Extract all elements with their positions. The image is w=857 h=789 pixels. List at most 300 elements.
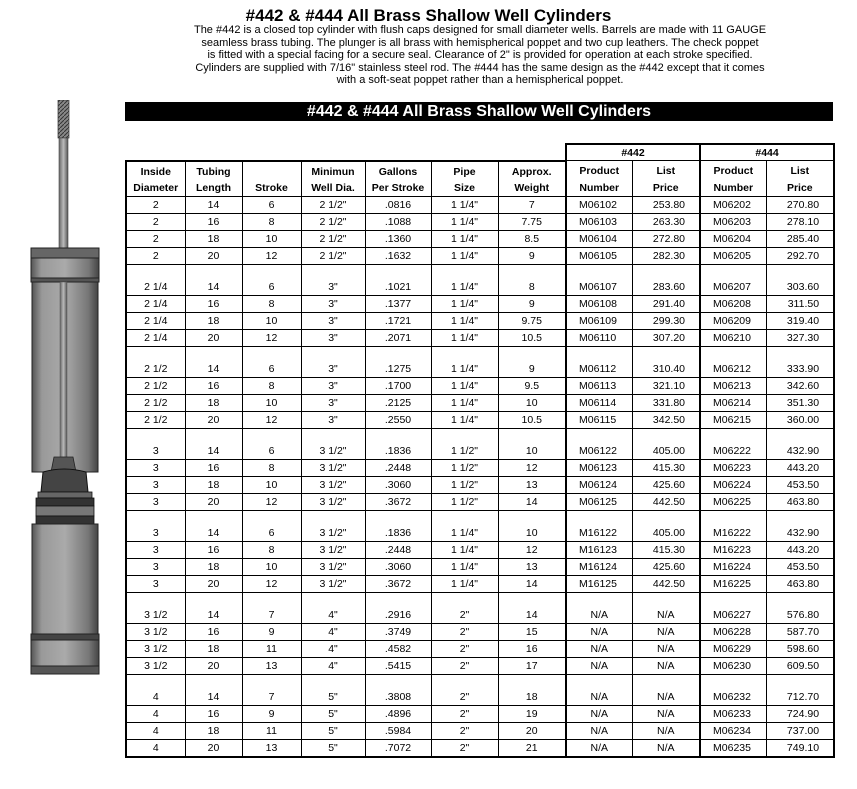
table-cell: 453.50 [766, 558, 834, 575]
table-cell: 351.30 [766, 394, 834, 411]
table-cell: 9.5 [498, 377, 566, 394]
table-cell: 14 [185, 196, 242, 213]
table-cell: 8 [242, 295, 301, 312]
table-row [126, 312, 834, 329]
table-cell: 18 [185, 722, 242, 739]
column-header: Price [632, 180, 700, 197]
table-cell: 8 [498, 279, 566, 296]
table-cell: 307.20 [632, 329, 700, 346]
description-line: is fitted with a special facing for a secure seal. Clearance of 2" is provided for operation at each stroke specified. [207, 49, 753, 62]
table-row [126, 640, 834, 657]
table-cell: 3 [126, 493, 185, 510]
table-cell: 1 1/4" [431, 329, 498, 346]
table-cell: 14 [185, 361, 242, 378]
table-cell: N/A [632, 739, 700, 757]
table-cell: 18 [185, 558, 242, 575]
table-cell: 2 1/4 [126, 279, 185, 296]
table-cell: 4" [301, 640, 365, 657]
table-cell: 6 [242, 443, 301, 460]
table-cell: 283.60 [632, 279, 700, 296]
table-cell: 10 [498, 443, 566, 460]
table-cell: 2 1/2 [126, 361, 185, 378]
table-cell: M06233 [700, 705, 766, 722]
table-cell: 12 [242, 493, 301, 510]
table-cell: M06113 [566, 377, 632, 394]
cylinder-illustration [28, 100, 108, 685]
table-cell: 2 1/2" [301, 196, 365, 213]
table-cell: .0816 [365, 196, 431, 213]
table-row [126, 394, 834, 411]
table-cell: 598.60 [766, 640, 834, 657]
table-row [126, 459, 834, 476]
table-cell: 1 1/4" [431, 312, 498, 329]
table-cell: .2071 [365, 329, 431, 346]
table-cell: 3 1/2" [301, 443, 365, 460]
table-cell: 4" [301, 657, 365, 674]
group-spacer [126, 510, 834, 525]
table-cell: 10 [242, 312, 301, 329]
column-header: Weight [498, 180, 566, 197]
table-cell: 9 [242, 705, 301, 722]
table-cell: 19 [498, 705, 566, 722]
column-header: Size [431, 180, 498, 197]
table-cell: 415.30 [632, 459, 700, 476]
table-cell: 1 1/2" [431, 493, 498, 510]
table-cell: 3" [301, 411, 365, 428]
table-cell: 2 [126, 247, 185, 264]
table-cell: N/A [632, 640, 700, 657]
table-cell: M16122 [566, 525, 632, 542]
table-cell: N/A [566, 640, 632, 657]
table-cell: 331.80 [632, 394, 700, 411]
table-cell: .3060 [365, 476, 431, 493]
table-cell: .2550 [365, 411, 431, 428]
table-cell: 303.60 [766, 279, 834, 296]
table-cell: 3 [126, 575, 185, 592]
table-cell: .4896 [365, 705, 431, 722]
table-cell: 1 1/4" [431, 525, 498, 542]
table-cell: 8 [242, 541, 301, 558]
table-cell: 1 1/4" [431, 361, 498, 378]
table-cell: 2" [431, 640, 498, 657]
table-row [126, 213, 834, 230]
column-header: Product [700, 161, 766, 180]
table-cell: 1 1/2" [431, 476, 498, 493]
table-cell: 1 1/4" [431, 411, 498, 428]
table-cell: M06112 [566, 361, 632, 378]
table-cell: N/A [566, 722, 632, 739]
table-cell: 3" [301, 377, 365, 394]
table-cell: 4 [126, 705, 185, 722]
table-cell: M06124 [566, 476, 632, 493]
table-cell: 16 [185, 623, 242, 640]
table-cell: 12 [498, 459, 566, 476]
table-cell: 9 [498, 295, 566, 312]
table-cell: M06104 [566, 230, 632, 247]
table-cell: 1 1/4" [431, 279, 498, 296]
table-cell: .3672 [365, 493, 431, 510]
table-cell: M06212 [700, 361, 766, 378]
table-cell: 18 [498, 689, 566, 706]
table-cell: 8 [242, 213, 301, 230]
table-cell: 7 [242, 607, 301, 624]
table-cell: 1 1/2" [431, 443, 498, 460]
table-cell: 10 [498, 525, 566, 542]
table-cell: 20 [185, 329, 242, 346]
cylinder-spec-table [125, 143, 835, 758]
table-cell: .3808 [365, 689, 431, 706]
description-line: Cylinders are supplied with 7/16" stainless steel rod. The #444 has the same design as the #442 except that it comes [195, 61, 765, 74]
table-cell: 3" [301, 361, 365, 378]
table-cell: 4" [301, 607, 365, 624]
table-cell: 8.5 [498, 230, 566, 247]
table-cell: 285.40 [766, 230, 834, 247]
table-cell: 278.10 [766, 213, 834, 230]
table-cell: N/A [566, 623, 632, 640]
table-cell: 16 [185, 459, 242, 476]
table-row [126, 377, 834, 394]
table-cell: 453.50 [766, 476, 834, 493]
table-cell: M06102 [566, 196, 632, 213]
table-row [126, 623, 834, 640]
table-cell: M06103 [566, 213, 632, 230]
table-cell: 10 [242, 394, 301, 411]
table-cell: M06214 [700, 394, 766, 411]
table-cell: M06115 [566, 411, 632, 428]
table-cell: 18 [185, 230, 242, 247]
table-cell: .1721 [365, 312, 431, 329]
column-header: List [632, 161, 700, 180]
table-cell: 724.90 [766, 705, 834, 722]
table-cell: 3" [301, 279, 365, 296]
table-cell: 16 [185, 213, 242, 230]
table-cell: M06202 [700, 196, 766, 213]
table-cell: M16222 [700, 525, 766, 542]
table-cell: 737.00 [766, 722, 834, 739]
table-cell: 20 [185, 657, 242, 674]
table-cell: M16125 [566, 575, 632, 592]
table-cell: .4582 [365, 640, 431, 657]
table-cell: 9 [498, 361, 566, 378]
table-cell: 16 [185, 705, 242, 722]
column-header: Pipe [431, 161, 498, 180]
table-cell: 3 1/2" [301, 476, 365, 493]
group-444-header: #444 [700, 144, 834, 161]
table-cell: N/A [632, 705, 700, 722]
column-header: Approx. [498, 161, 566, 180]
table-cell: 14 [185, 443, 242, 460]
table-cell: 10.5 [498, 411, 566, 428]
table-cell: 2 1/2 [126, 377, 185, 394]
table-cell: 2 [126, 230, 185, 247]
column-header: Length [185, 180, 242, 197]
description [185, 24, 775, 87]
table-cell: 2 1/2" [301, 230, 365, 247]
table-cell: M06235 [700, 739, 766, 757]
table-cell: 20 [185, 575, 242, 592]
column-header: Gallons [365, 161, 431, 180]
table-cell: M06109 [566, 312, 632, 329]
column-header: Diameter [126, 180, 185, 197]
table-cell: .1377 [365, 295, 431, 312]
table-cell: 18 [185, 394, 242, 411]
table-cell: 13 [242, 657, 301, 674]
table-cell: 9 [242, 623, 301, 640]
table-row [126, 722, 834, 739]
table-row [126, 247, 834, 264]
table-cell: M06225 [700, 493, 766, 510]
table-row [126, 575, 834, 592]
column-header: Tubing [185, 161, 242, 180]
table-cell: M06105 [566, 247, 632, 264]
group-spacer [126, 428, 834, 443]
table-cell: M06122 [566, 443, 632, 460]
table-cell: 10 [242, 476, 301, 493]
table-cell: 10 [242, 230, 301, 247]
table-cell: M06114 [566, 394, 632, 411]
table-cell: 1 1/4" [431, 558, 498, 575]
table-cell: 3" [301, 329, 365, 346]
table-cell: 21 [498, 739, 566, 757]
table-cell: 5" [301, 705, 365, 722]
table-cell: 311.50 [766, 295, 834, 312]
table-row [126, 443, 834, 460]
table-cell: 432.90 [766, 525, 834, 542]
table-cell: N/A [632, 689, 700, 706]
table-cell: 13 [242, 739, 301, 757]
table-cell: 14 [185, 689, 242, 706]
table-row [126, 739, 834, 757]
table-cell: 4" [301, 623, 365, 640]
table-cell: M06205 [700, 247, 766, 264]
table-cell: 3 1/2" [301, 459, 365, 476]
table-cell: 1 1/4" [431, 394, 498, 411]
table-cell: N/A [566, 689, 632, 706]
table-cell: 8 [242, 459, 301, 476]
table-cell: 16 [185, 541, 242, 558]
table-cell: 16 [185, 377, 242, 394]
table-cell: 20 [185, 247, 242, 264]
table-cell: N/A [566, 607, 632, 624]
page-title: #442 & #444 All Brass Shallow Well Cylinders [245, 6, 612, 25]
table-cell: 3 1/2" [301, 493, 365, 510]
table-cell: 712.70 [766, 689, 834, 706]
table-cell: M16123 [566, 541, 632, 558]
table-cell: 2 [126, 196, 185, 213]
table-cell: 272.80 [632, 230, 700, 247]
table-cell: M06209 [700, 312, 766, 329]
table-row [126, 525, 834, 542]
table-row [126, 279, 834, 296]
table-cell: 4 [126, 722, 185, 739]
table-cell: 2" [431, 657, 498, 674]
table-cell: 1 1/4" [431, 295, 498, 312]
table-cell: 2" [431, 722, 498, 739]
table-cell: 12 [242, 329, 301, 346]
table-cell: N/A [632, 722, 700, 739]
description-line: with a soft-seat poppet rather than a hemispherical poppet. [336, 74, 624, 87]
table-cell: M06213 [700, 377, 766, 394]
table-row [126, 230, 834, 247]
table-cell: .2448 [365, 541, 431, 558]
table-cell: 321.10 [632, 377, 700, 394]
table-cell: 20 [185, 493, 242, 510]
table-cell: 6 [242, 196, 301, 213]
table-cell: 2" [431, 739, 498, 757]
table-cell: 6 [242, 361, 301, 378]
table-cell: 291.40 [632, 295, 700, 312]
table-cell: M06234 [700, 722, 766, 739]
table-cell: .1360 [365, 230, 431, 247]
table-cell: 3 [126, 476, 185, 493]
table-cell: .1088 [365, 213, 431, 230]
table-banner: #442 & #444 All Brass Shallow Well Cylinders [125, 102, 833, 121]
table-cell: 282.30 [632, 247, 700, 264]
table-cell: .1700 [365, 377, 431, 394]
table-cell: 20 [185, 739, 242, 757]
table-cell: 14 [185, 525, 242, 542]
table-cell: .1836 [365, 443, 431, 460]
table-cell: 432.90 [766, 443, 834, 460]
table-cell: .5415 [365, 657, 431, 674]
table-cell: M06203 [700, 213, 766, 230]
table-row [126, 541, 834, 558]
table-cell: .3749 [365, 623, 431, 640]
table-cell: N/A [566, 657, 632, 674]
table-cell: M06208 [700, 295, 766, 312]
description-line: seamless brass tubing. The plunger is all brass with hemispherical poppet and two cup leathers. The check poppet [201, 36, 759, 49]
table-cell: 2 1/4 [126, 329, 185, 346]
table-cell: 20 [185, 411, 242, 428]
column-header: Stroke [242, 180, 301, 197]
table-cell: M16225 [700, 575, 766, 592]
table-cell: 1 1/4" [431, 247, 498, 264]
table-cell: 463.80 [766, 493, 834, 510]
table-cell: 3" [301, 394, 365, 411]
table-row [126, 493, 834, 510]
table-cell: M06210 [700, 329, 766, 346]
column-header [242, 161, 301, 180]
column-header: Well Dia. [301, 180, 365, 197]
table-cell: 342.60 [766, 377, 834, 394]
table-cell: .1632 [365, 247, 431, 264]
table-cell: 342.50 [632, 411, 700, 428]
table-cell: .7072 [365, 739, 431, 757]
table-cell: 12 [242, 575, 301, 592]
table-cell: 442.50 [632, 575, 700, 592]
table-cell: M06207 [700, 279, 766, 296]
table-cell: 749.10 [766, 739, 834, 757]
table-cell: 7 [498, 196, 566, 213]
table-cell: 12 [242, 247, 301, 264]
table-cell: N/A [632, 607, 700, 624]
table-cell: 310.40 [632, 361, 700, 378]
table-cell: 292.70 [766, 247, 834, 264]
table-cell: 14 [498, 575, 566, 592]
table-cell: 3 [126, 541, 185, 558]
table-cell: M16224 [700, 558, 766, 575]
table-cell: 3 1/2 [126, 640, 185, 657]
table-cell: 16 [185, 295, 242, 312]
table-cell: N/A [632, 623, 700, 640]
table-cell: 587.70 [766, 623, 834, 640]
column-header: Number [700, 180, 766, 197]
description-line: The #442 is a closed top cylinder with flush caps designed for small diameter wells. Barrels are made with 11 GAUGE [193, 24, 767, 36]
column-header: Per Stroke [365, 180, 431, 197]
table-row [126, 361, 834, 378]
table-cell: 10 [498, 394, 566, 411]
table-cell: 7 [242, 689, 301, 706]
table-cell: 1 1/4" [431, 196, 498, 213]
table-cell: 15 [498, 623, 566, 640]
table-cell: 9.75 [498, 312, 566, 329]
table-cell: .1021 [365, 279, 431, 296]
table-cell: M06215 [700, 411, 766, 428]
group-spacer [126, 674, 834, 689]
column-header: Product [566, 161, 632, 180]
table-cell: 10.5 [498, 329, 566, 346]
column-header: List [766, 161, 834, 180]
column-header: Price [766, 180, 834, 197]
table-row [126, 689, 834, 706]
table-cell: M06224 [700, 476, 766, 493]
table-cell: 327.30 [766, 329, 834, 346]
column-header: Inside [126, 161, 185, 180]
table-cell: 1 1/4" [431, 230, 498, 247]
table-cell: 2" [431, 705, 498, 722]
table-cell: .5984 [365, 722, 431, 739]
table-cell: 12 [242, 411, 301, 428]
group-spacer [126, 592, 834, 607]
table-cell: M06229 [700, 640, 766, 657]
table-cell: 3 [126, 459, 185, 476]
table-cell: 319.40 [766, 312, 834, 329]
table-cell: 2" [431, 623, 498, 640]
table-cell: 3 [126, 443, 185, 460]
table-cell: 442.50 [632, 493, 700, 510]
table-cell: 443.20 [766, 541, 834, 558]
table-cell: 253.80 [632, 196, 700, 213]
table-cell: 2 1/2 [126, 411, 185, 428]
table-cell: 2 1/2 [126, 394, 185, 411]
table-cell: 9 [498, 247, 566, 264]
table-cell: 3 [126, 558, 185, 575]
table-cell: 11 [242, 640, 301, 657]
table-cell: 16 [498, 640, 566, 657]
table-cell: 443.20 [766, 459, 834, 476]
table-cell: M06230 [700, 657, 766, 674]
table-cell: 11 [242, 722, 301, 739]
table-cell: 2 1/4 [126, 295, 185, 312]
table-cell: 2 1/2" [301, 247, 365, 264]
table-cell: .3672 [365, 575, 431, 592]
table-cell: 13 [498, 476, 566, 493]
table-cell: 3 1/2" [301, 575, 365, 592]
table-cell: 14 [185, 607, 242, 624]
table-cell: .2125 [365, 394, 431, 411]
table-cell: 6 [242, 525, 301, 542]
table-cell: M06232 [700, 689, 766, 706]
column-header: Minimun [301, 161, 365, 180]
table-row [126, 657, 834, 674]
table-row [126, 196, 834, 213]
table-cell: 463.80 [766, 575, 834, 592]
table-cell: N/A [566, 739, 632, 757]
table-cell: 3 1/2 [126, 607, 185, 624]
table-cell: 1 1/4" [431, 575, 498, 592]
table-cell: 1 1/4" [431, 541, 498, 558]
table-cell: 2 1/4 [126, 312, 185, 329]
